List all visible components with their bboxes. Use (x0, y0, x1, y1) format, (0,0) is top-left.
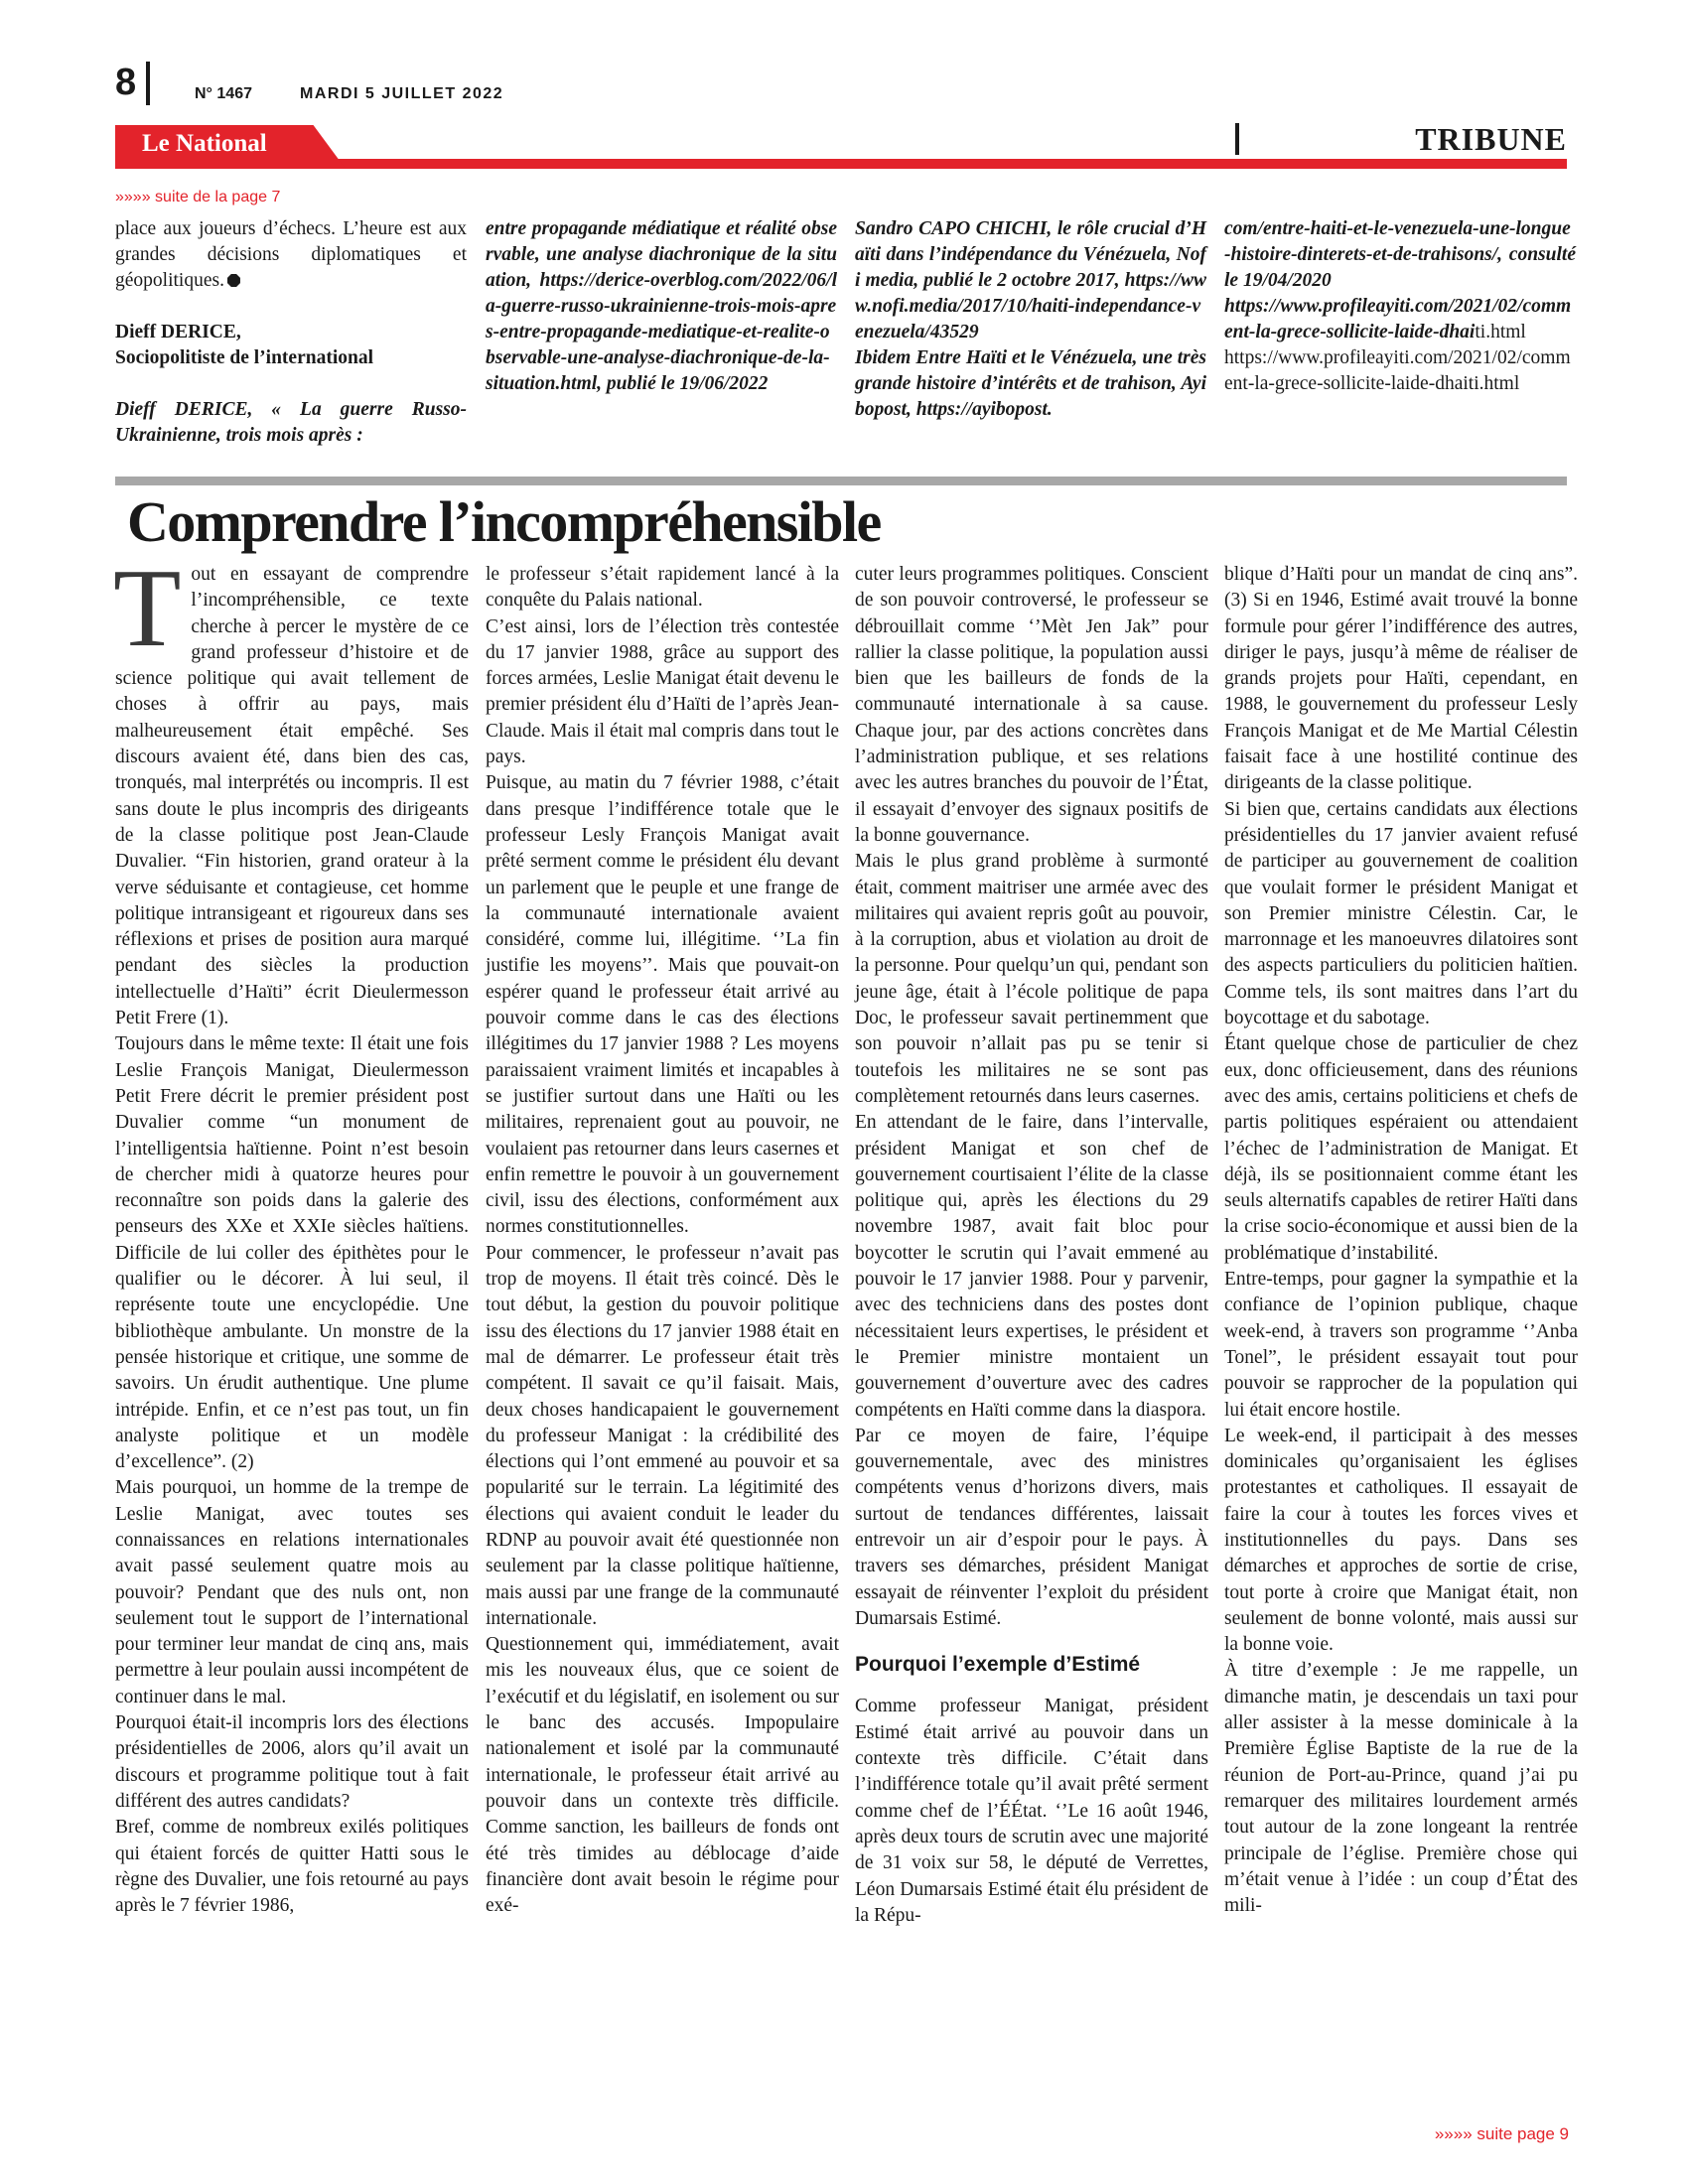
end-of-article-icon (227, 274, 240, 287)
paragraph: out en essayant de comprendre l’incompréhensible, ce texte cherche à percer le mystère de ce grand professeur d’histoire et de science politique qui avait tellement de choses à offrir au pays, mais malheureusement était empêché. Ses discours avaient été, dans bien des cas, tronqués, mal interprétés ou incompris. Il est sans doute le plus incompris des dirigeants de la classe politique post Jean-Claude Duvalier. “Fin historien, grand orateur à la verve séduisante et contagieuse, cet homme politique intransigeant et rigoureux dans ses réflexions et prises de position aura marqué pendant des siècles la production intellectuelle d’Haïti” écrit Dieulermesson Petit Frere (1). (115, 564, 469, 1029)
paragraph: Questionnement qui, immédiatement, avait mis les nouveaux élus, que ce soient de l’exécutif et du législatif, en isolement ou sur le banc des accusés. Impopulaire nationalement et isolé par la communauté internationale, le professeur était arrivé au pouvoir dans un contexte très difficile. Comme sanction, les bailleurs de fonds ont été très timides au déblocage d’aide financière dont avait besoin le régime pour exé- (486, 1634, 839, 1917)
paragraph: Comme professeur Manigat, président Estimé était arrivé au pouvoir dans un contexte très difficile. C’était dans l’indifférence totale qu’il avait prêté serment comme chef de l’ÉÉtat. ‘’Le 16 août 1946, après deux tours de scrutin avec une majorité de 31 voix sur 58, le député de Verrettes, Léon Dumarsais Estimé était élu président de la Répu- (855, 1696, 1208, 1926)
reference-note: Ibidem Entre Haïti et le Vénézuela, une très grande histoire d’intérêts et de trahison, Ayibopost, https://ayibopost. (855, 347, 1206, 420)
paragraph: Entre-temps, pour gagner la sympathie et la confiance de l’opinion publique, chaque week-end, à travers son programme ‘’Anba Tonel”, le président essayait tout pour pouvoir se rapprocher de la population qui lui était encore hostile. (1224, 1269, 1578, 1421)
author-title: Sociopolitiste de l’international (115, 347, 373, 368)
paragraph: Pourquoi était-il incompris lors des élections présidentielles de 2006, alors qu’il avait un discours et programme politique tout à fait différent des autres candidats? (115, 1712, 469, 1812)
paragraph: Le week-end, il participait à des messes dominicales qu’organisaient les églises protestantes et catholiques. Il essayait de faire la cour à toutes les forces vives et institutionnelles du pays. Dans ses démarches et approches de sortie de crise, tout porte à croire que Manigat était, non seulement de bonne volonté, mais aussi sur la bonne voie. (1224, 1425, 1578, 1656)
brand-logo: Le National (142, 130, 267, 157)
article-column-1 (113, 547, 469, 1919)
article-column-3 (855, 562, 1208, 1929)
section-divider (1235, 123, 1239, 155)
paragraph: cuter leurs programmes politiques. Conscient de son pouvoir controversé, le professeur se débrouillait comme ‘’Mèt Jen Jak” pour rallier la classe politique, la population aussi bien que les bailleurs de fonds de la communauté internationale à sa cause. Chaque jour, par des actions concrètes dans l’administration publique, et ses relations avec les autres branches du pouvoir de l’État, il essayait d’envoyer des signaux positifs de la bonne gouvernance. (855, 564, 1208, 846)
reference-note: Dieff DERICE, « La guerre Russo-Ukrainienne, trois mois après : (115, 399, 467, 446)
paragraph: C’est ainsi, lors de l’élection très contestée du 17 janvier 1988, grâce au support des forces armées, Leslie Manigat était devenu le premier président élu d’Haïti de l’après Jean-Claude. Mais il était mal compris dans tout le pays. (486, 615, 839, 768)
continued-text: place aux joueurs d’échecs. L’heure est aux grandes décisions diplomatiques et géopolitiques. (115, 218, 467, 291)
continued-column-3 (855, 216, 1206, 423)
article-column-4 (1224, 562, 1578, 1919)
continued-to-link[interactable]: »»»» suite page 9 (1434, 2124, 1569, 2143)
paragraph: Si bien que, certains candidats aux élections présidentielles du 17 janvier avaient refusé de participer au gouvernement de coalition que voulait former le président Manigat et son Premier ministre Célestin. Car, le marronnage et les manoeuvres dilatoires sont des aspects particuliers du politicien haïtien. Comme tels, ils sont maitres dans l’art du boycottage et du sabotage. (1224, 798, 1578, 1029)
continued-column-2 (486, 216, 837, 397)
article-column-2 (486, 562, 839, 1919)
page-number: 8 (115, 62, 137, 103)
author-name: Dieff DERICE, (115, 322, 241, 342)
continued-from-link[interactable]: »»»» suite de la page 7 (115, 189, 281, 205)
paragraph: À titre d’exemple : Je me rappelle, un dimanche matin, je descendais un taxi pour aller assister à la messe dominicale à la Première Église Baptiste de la rue de la réunion de Port-au-Prince, quand j’ai pu remarquer des militaires lourdement armés tout autour de la zone longeant la rentrée principale de l’église. Première chose qui m’était venue à l’idée : un coup d’État des mili- (1224, 1660, 1578, 1917)
paragraph: Mais le plus grand problème à surmonté était, comment maitriser une armée avec des militaires qui avaient repris goût au pouvoir, à la corruption, abus et violation au droit de la personne. Pour quelqu’un qui, pendant son jeune âge, était à l’école politique de papa Doc, le professeur savait pertinemment que son pouvoir n’allait pas pu se tenir si toutefois les militaires ne se sont pas complètement retournés dans leurs casernes. (855, 851, 1208, 1107)
article-subheading: Pourquoi l’exemple d’Estimé (855, 1653, 1141, 1677)
dateline: MARDI 5 JUILLET 2022 (300, 85, 504, 102)
paragraph: Pour commencer, le professeur n’avait pas trop de moyens. Il était très coincé. Dès le tout début, la gestion du pouvoir politique issu des élections du 17 janvier 1988 était en mal de démarrer. Le professeur était très compétent. Il savait ce qu’il faisait. Mais, deux choses handicapaient le gouvernement du professeur Manigat : la crédibilité des élections qui l’ont emmené au pouvoir et sa popularité sur le terrain. La légitimité des élections qui avaient conduit le leader du RDNP au pouvoir avait été questionnée non seulement par la classe politique haïtienne, mais aussi par une frange de la communauté internationale. (486, 1242, 839, 1629)
section-separator (115, 477, 1567, 485)
reference-link[interactable]: https://www.profileayiti.com/2021/02/comment-la-grece-sollicite-laide-dhai (1224, 296, 1572, 342)
reference-note: com/entre-haiti-et-le-venezuela-une-longue-histoire-dinterets-et-de-trahisons/, consulté le 19/04/2020 (1224, 218, 1576, 291)
paragraph: En attendant de le faire, dans l’intervalle, président Manigat et son chef de gouvernement courtisaient l’élite de la classe politique qui, après les élections du 29 novembre 1987, avait fait bloc pour boycotter le scrutin qui l’avait emmené au pouvoir le 17 janvier 1988. Pour y parvenir, avec des techniciens dans des postes dont nécessitaient leurs expertises, le président et le Premier ministre montaient un gouvernement d’ouverture avec des cadres compétents en Haïti comme dans la diaspora. (855, 1112, 1208, 1421)
reference-note: Sandro CAPO CHICHI, le rôle crucial d’Haïti dans l’indépendance du Vénézuela, Nofi media, publié le 2 octobre 2017, https://www.nofi.media/2017/10/haiti-independance-venezuela/43529 (855, 218, 1206, 342)
paragraph: Toujours dans le même texte: Il était une fois Leslie François Manigat, Dieulermesson Petit Frere décrit le premier président post Duvalier comme “un monument de l’intelligentsia haïtienne. Point n’est besoin de chercher midi à quatorze heures pour reconnaître son poids dans la galerie des penseurs des XXe et XXIe siècles haïtiens. Difficile de lui coller des épithètes pour le qualifier ou le décorer. À lui seul, il représente toute une encyclopédie. Une bibliothèque ambulante. Un monstre de la pensée historique et critique, une somme de savoirs. Un érudit authentique. Une plume intrépide. Enfin, et ce n’est pas tout, un fin analyste politique et un modèle d’excellence”. (2) (115, 1033, 469, 1473)
paragraph: Par ce moyen de faire, l’équipe gouvernementale, avec des ministres compétents venus d’horizons divers, mais surtout de tendances différentes, laissait entrevoir un air d’espoir pour le pays. À travers ses démarches, président Manigat essayait de réinventer l’exploit du président Dumarsais Estimé. (855, 1425, 1208, 1629)
page-number-divider (146, 62, 150, 105)
section-title: TRIBUNE (1415, 121, 1567, 157)
paragraph: Bref, comme de nombreux exilés politiques qui étaient forcés de quitter Hatti sous le règne des Duvalier, une fois retourné au pays après le 7 février 1986, (115, 1817, 469, 1917)
continued-column-4 (1224, 216, 1576, 397)
paragraph: Mais pourquoi, un homme de la trempe de Leslie Manigat, avec toutes ses connaissances en relations internationales avait passé seulement quatre mois au pouvoir? Pendant que des nuls ont, non seulement tout le support de l’international pour terminer leur mandat de cinq ans, mais permettre à leur poulain aussi incompétent de continuer dans le mal. (115, 1477, 469, 1707)
reference-note: entre propagande médiatique et réalité observable, une analyse diachronique de la situation, https://derice-overblog.com/2022/06/la-guerre-russo-ukrainienne-trois-mois-apres-entre-propagande-mediatique-et-realite-observable-une-analyse-diachronique-de-la-situation.html, publié le 19/06/2022 (486, 218, 837, 394)
continued-column-1 (115, 216, 467, 449)
issue-number: N° 1467 (195, 85, 252, 102)
paragraph: Puisque, au matin du 7 février 1988, c’était dans presque l’indifférence totale que le professeur Lesly François Manigat avait prêté serment comme le président élu devant un parlement que le peuple et une frange de la communauté internationale avaient considéré, comme lui, illégitime. ‘’La fin justifie les moyens’’. Mais que pouvait-on espérer quand le professeur était arrivé au pouvoir comme dans le cas des élections illégitimes du 17 janvier 1988 ? Les moyens paraissaient vraiment limités et incapables à se justifier surtout dans une Haïti ou les militaires, reprenaient gout au pouvoir, ne voulaient pas retourner dans leurs casernes et enfin remettre le pouvoir à un gouvernement civil, issu des élections, conformément aux normes constitutionnelles. (486, 772, 839, 1238)
reference-link-tail[interactable]: ti.html (1475, 322, 1526, 342)
drop-cap: T (113, 547, 182, 670)
paragraph: Étant quelque chose de particulier de chez eux, donc officieusement, dans des réunions avec des amis, certains politiciens et chefs de partis politiques espéraient ou attendaient l’échec de l’administration de Manigat. Et déjà, ils se positionnaient comme étant les seuls alternatifs capables de retirer Haïti dans la crise socio-économique et aussi bien de la problématique d’instabilité. (1224, 1033, 1578, 1264)
reference-link[interactable]: https://www.profileayiti.com/2021/02/comment-la-grece-sollicite-laide-dhaiti.html (1224, 347, 1571, 394)
paragraph: blique d’Haïti pour un mandat de cinq ans”. (3) Si en 1946, Estimé avait trouvé la bonne formule pour gérer l’indifférence des autres, diriger le pays, jusqu’à même de réaliser de grands projets pour Haïti, cependant, en 1988, le gouvernement du professeur Lesly François Manigat et de Me Martial Célestin faisait face à une hostilité continue des dirigeants de la classe politique. (1224, 564, 1578, 794)
paragraph: le professeur s’était rapidement lancé à la conquête du Palais national. (486, 564, 839, 612)
article-headline: Comprendre l’incompréhensible (127, 489, 881, 554)
